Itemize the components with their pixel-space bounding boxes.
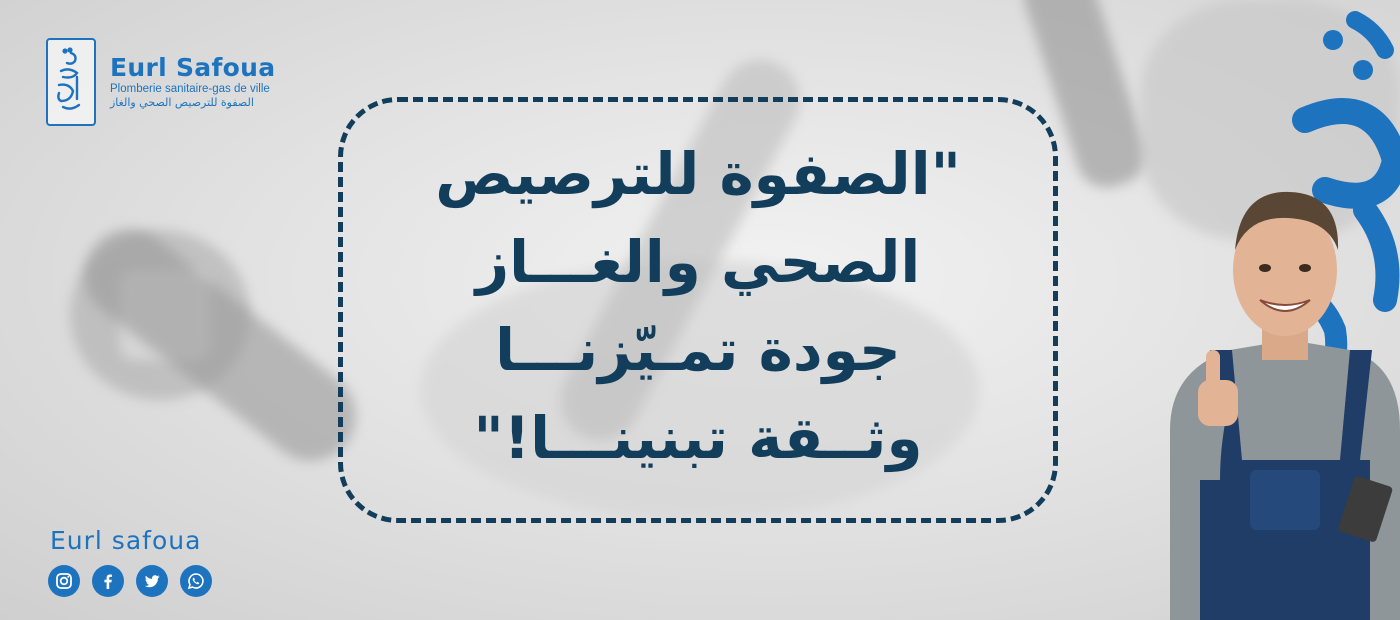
whatsapp-icon[interactable] — [180, 565, 212, 597]
social-icons — [48, 565, 212, 597]
brand-subtitle-arabic: الصفوة للترصيص الصحي والغاز — [110, 96, 254, 109]
instagram-icon[interactable] — [48, 565, 80, 597]
headline-line-1: "الصفوة للترصيص — [435, 140, 961, 208]
facebook-icon[interactable] — [92, 565, 124, 597]
brand-logo — [46, 38, 275, 126]
headline-line-2: الصحي والغـــاز — [475, 228, 921, 296]
headline-line-4: وثــقة تبنينـــا!" — [473, 404, 923, 472]
brand-subtitle: Plomberie sanitaire-gas de ville — [110, 83, 270, 95]
twitter-icon[interactable] — [136, 565, 168, 597]
worker-illustration — [1150, 180, 1400, 620]
headline — [338, 130, 1058, 482]
social-handle: Eurl safoua — [50, 526, 202, 555]
brand-name: Eurl Safoua — [110, 53, 276, 82]
headline-line-3: جودة تمـيّزنـــا — [495, 316, 901, 384]
calligraphy-logo-icon — [46, 38, 96, 126]
